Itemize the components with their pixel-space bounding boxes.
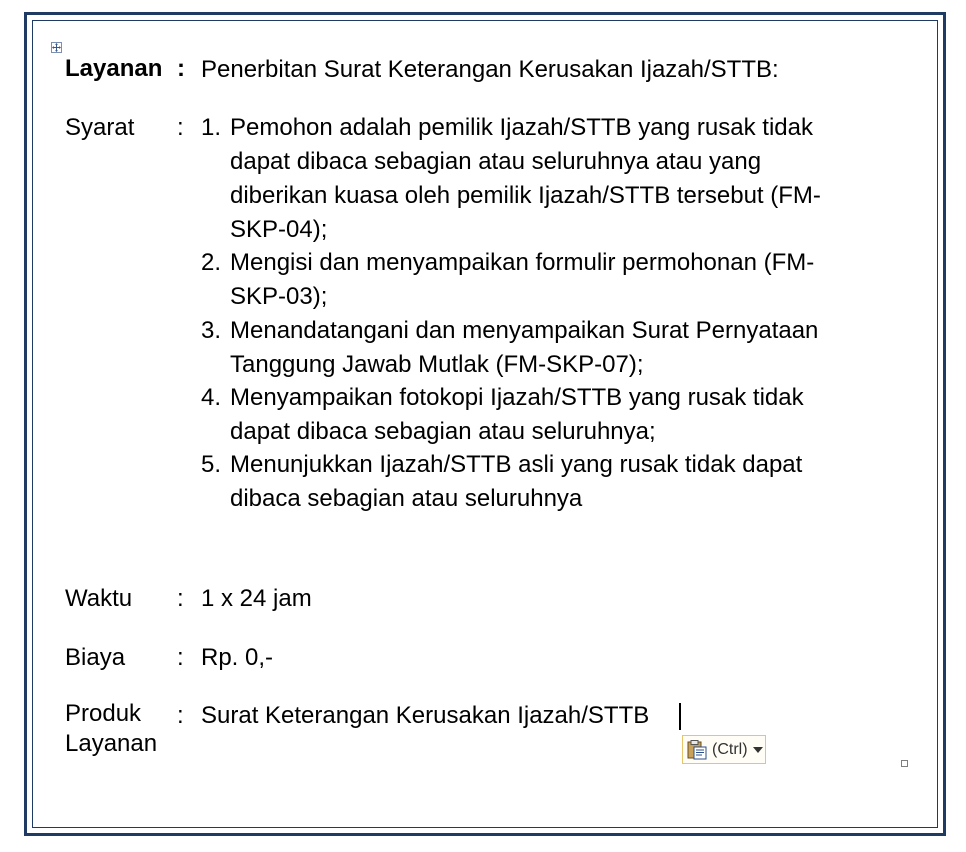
produk-label [65, 699, 157, 759]
list-line: dapat dibaca sebagian atau seluruhnya; [230, 418, 656, 445]
layanan-label: Layanan [65, 55, 163, 82]
list-number: 5. [201, 451, 222, 478]
list-number: 2. [201, 249, 222, 276]
waktu-label: Waktu [65, 585, 133, 612]
biaya-value: Rp. 0,- [201, 644, 274, 671]
produk-value[interactable]: Surat Keterangan Kerusakan Ijazah/STTB [201, 702, 650, 729]
list-line: SKP-03); [230, 283, 328, 310]
waktu-colon: : [177, 585, 184, 612]
biaya-label: Biaya [65, 644, 126, 671]
list-line: dibaca sebagian atau seluruhnya [230, 485, 583, 512]
list-number: 1. [201, 114, 222, 141]
chevron-down-icon [753, 747, 763, 753]
paste-options-label: (Ctrl) [712, 741, 748, 758]
list-number: 4. [201, 384, 222, 411]
syarat-label: Syarat [65, 114, 135, 141]
table-move-handle-icon[interactable] [51, 42, 62, 53]
list-line: diberikan kuasa oleh pemilik Ijazah/STTB tersebut (FM- [230, 182, 821, 209]
layanan-colon: : [177, 55, 185, 82]
text-cursor [679, 703, 681, 730]
list-line: Mengisi dan menyampaikan formulir permohonan (FM- [230, 249, 815, 276]
table-resize-handle-icon[interactable] [901, 760, 908, 767]
syarat-colon: : [177, 114, 184, 141]
list-line: Menyampaikan fotokopi Ijazah/STTB yang rusak tidak [230, 384, 804, 411]
produk-label-line-1: Produk [65, 700, 142, 727]
list-line: Menandatangani dan menyampaikan Surat Pernyataan [230, 317, 819, 344]
list-line: dapat dibaca sebagian atau seluruhnya atau yang [230, 148, 762, 175]
paste-options-button[interactable] [682, 735, 766, 764]
waktu-value: 1 x 24 jam [201, 585, 312, 612]
layanan-value: Penerbitan Surat Keterangan Kerusakan Ijazah/STTB: [201, 56, 779, 83]
list-line: Pemohon adalah pemilik Ijazah/STTB yang rusak tidak [230, 114, 813, 141]
biaya-colon: : [177, 644, 184, 671]
clipboard-paste-icon [686, 739, 708, 761]
list-line: Menunjukkan Ijazah/STTB asli yang rusak tidak dapat [230, 451, 803, 478]
list-line: SKP-04); [230, 216, 328, 243]
produk-colon: : [177, 702, 184, 729]
produk-label-line-2: Layanan [65, 730, 158, 757]
list-line: Tanggung Jawab Mutlak (FM-SKP-07); [230, 351, 644, 378]
list-number: 3. [201, 317, 222, 344]
